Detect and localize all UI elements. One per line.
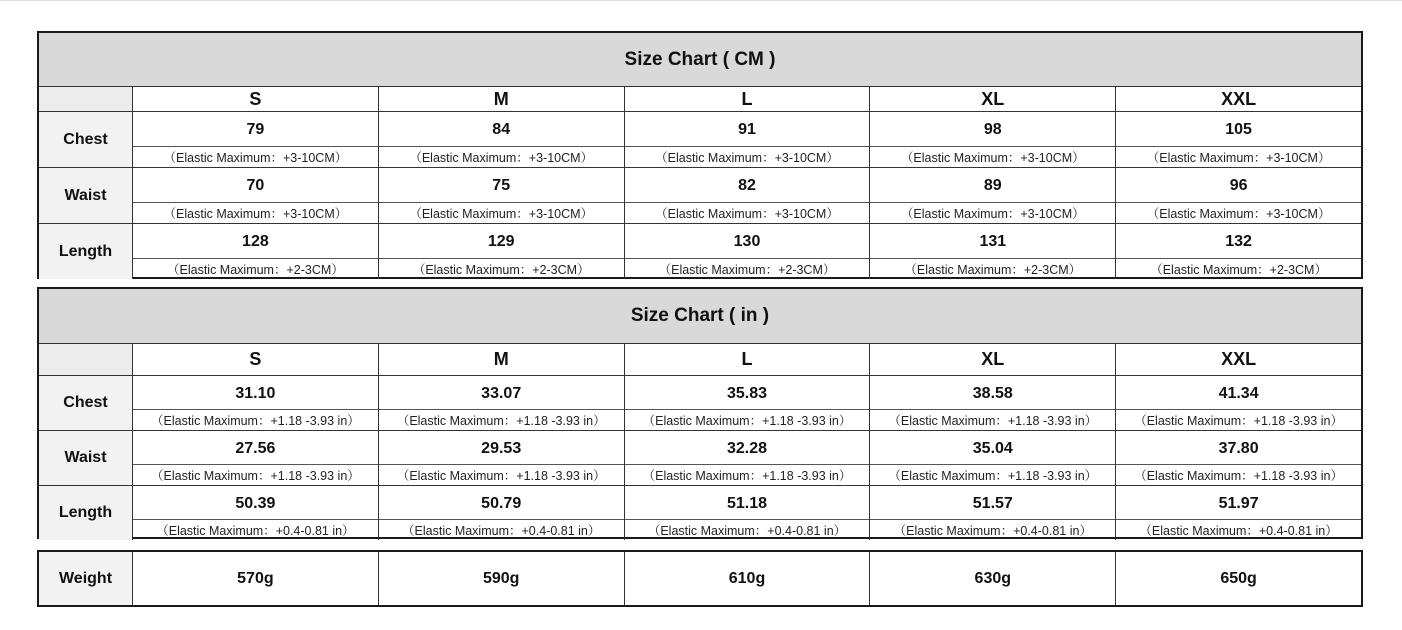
cell-note: （Elastic Maximum：+1.18 -3.93 in） xyxy=(379,409,624,430)
weight-cell: 610g xyxy=(624,552,870,605)
cell-note: （Elastic Maximum：+1.18 -3.93 in） xyxy=(870,464,1115,485)
table-cell xyxy=(1115,112,1361,167)
table-row xyxy=(39,376,1361,431)
size-header: S xyxy=(132,344,378,375)
table-cell xyxy=(869,431,1115,485)
cell-note: （Elastic Maximum：+3-10CM） xyxy=(870,146,1115,167)
table-row xyxy=(39,486,1361,540)
weight-row xyxy=(39,552,1361,605)
table-cell xyxy=(378,431,624,485)
cell-note: （Elastic Maximum：+1.18 -3.93 in） xyxy=(1116,409,1361,430)
size-header: XL xyxy=(869,344,1115,375)
cell-value: 51.97 xyxy=(1218,494,1259,512)
cell-note: （Elastic Maximum：+1.18 -3.93 in） xyxy=(1116,464,1361,485)
cell-value: 32.28 xyxy=(726,439,768,457)
size-header-row xyxy=(39,87,1361,112)
cell-note: （Elastic Maximum：+3-10CM） xyxy=(133,202,378,223)
table-cell xyxy=(624,431,870,485)
table-cell xyxy=(624,112,870,167)
size-header: XXL xyxy=(1115,87,1361,111)
header-corner xyxy=(39,87,132,111)
table-cell xyxy=(378,224,624,279)
cell-note: （Elastic Maximum：+0.4-0.81 in） xyxy=(133,519,378,540)
cell-value: 50.79 xyxy=(481,494,522,512)
cell-value: 84 xyxy=(492,121,511,138)
table-cell xyxy=(869,486,1115,540)
table-cell xyxy=(378,112,624,167)
cell-note: （Elastic Maximum：+0.4-0.81 in） xyxy=(870,519,1115,540)
cell-note: （Elastic Maximum：+1.18 -3.93 in） xyxy=(379,464,624,485)
cell-value: 29.53 xyxy=(481,439,522,457)
table-cell xyxy=(132,224,378,279)
cell-note: （Elastic Maximum：+3-10CM） xyxy=(133,146,378,167)
row-label: Waist xyxy=(39,168,132,223)
cell-value: 38.58 xyxy=(972,384,1013,402)
table-row xyxy=(39,431,1361,486)
table-cell xyxy=(624,376,870,430)
table-cell xyxy=(132,168,378,223)
cell-note: （Elastic Maximum：+2-3CM） xyxy=(1116,258,1361,279)
cell-value: 50.39 xyxy=(235,494,276,512)
cell-value: 33.07 xyxy=(481,384,522,402)
table-cell xyxy=(869,112,1115,167)
cell-value: 70 xyxy=(246,177,265,194)
header-corner xyxy=(39,344,132,375)
row-label: Length xyxy=(39,486,132,540)
cell-value: 131 xyxy=(979,233,1007,250)
cell-note: （Elastic Maximum：+3-10CM） xyxy=(1116,146,1361,167)
cell-value: 51.57 xyxy=(972,494,1013,512)
cell-note: （Elastic Maximum：+1.18 -3.93 in） xyxy=(625,464,870,485)
cell-note: （Elastic Maximum：+2-3CM） xyxy=(133,258,378,279)
cell-note: （Elastic Maximum：+3-10CM） xyxy=(625,146,870,167)
row-label: Chest xyxy=(39,376,132,430)
cell-note: （Elastic Maximum：+3-10CM） xyxy=(870,202,1115,223)
table-cell xyxy=(1115,431,1361,485)
size-header: XXL xyxy=(1115,344,1361,375)
cell-value: 35.04 xyxy=(972,439,1013,457)
cell-note: （Elastic Maximum：+1.18 -3.93 in） xyxy=(625,409,870,430)
table-cell xyxy=(624,168,870,223)
cell-value: 132 xyxy=(1225,233,1252,250)
cell-note: （Elastic Maximum：+3-10CM） xyxy=(1116,202,1361,223)
cell-value: 27.56 xyxy=(235,439,276,457)
cell-note: （Elastic Maximum：+2-3CM） xyxy=(870,258,1115,279)
row-label: Weight xyxy=(39,552,132,605)
size-header: M xyxy=(378,87,624,111)
cell-note: （Elastic Maximum：+3-10CM） xyxy=(379,146,624,167)
table-cell xyxy=(1115,376,1361,430)
cell-note: （Elastic Maximum：+1.18 -3.93 in） xyxy=(133,409,378,430)
weight-cell: 590g xyxy=(378,552,624,605)
table-cell xyxy=(132,376,378,430)
cell-value: 35.83 xyxy=(726,384,768,402)
table-cell xyxy=(869,224,1115,279)
row-label: Length xyxy=(39,224,132,279)
cell-value: 91 xyxy=(738,121,756,138)
row-label: Waist xyxy=(39,431,132,485)
size-header-row xyxy=(39,344,1361,376)
cell-note: （Elastic Maximum：+1.18 -3.93 in） xyxy=(133,464,378,485)
cell-value: 89 xyxy=(983,177,1002,194)
size-chart-inches xyxy=(37,287,1363,539)
size-header: XL xyxy=(869,87,1115,111)
table-row xyxy=(39,224,1361,279)
size-header: L xyxy=(624,87,870,111)
cell-value: 105 xyxy=(1225,121,1252,138)
cell-value: 98 xyxy=(983,121,1002,138)
table-cell xyxy=(624,224,870,279)
weight-cell: 650g xyxy=(1115,552,1361,605)
cell-note: （Elastic Maximum：+0.4-0.81 in） xyxy=(625,519,870,540)
weight-cell: 570g xyxy=(132,552,378,605)
cell-value: 75 xyxy=(492,177,511,194)
cell-value: 41.34 xyxy=(1218,384,1259,402)
cell-value: 79 xyxy=(246,121,265,138)
cell-note: （Elastic Maximum：+0.4-0.81 in） xyxy=(379,519,624,540)
cell-note: （Elastic Maximum：+2-3CM） xyxy=(625,258,870,279)
size-chart-cm xyxy=(37,31,1363,279)
size-header: L xyxy=(624,344,870,375)
cell-note: （Elastic Maximum：+1.18 -3.93 in） xyxy=(870,409,1115,430)
weight-table xyxy=(37,550,1363,607)
table-cell xyxy=(378,168,624,223)
cell-value: 128 xyxy=(242,233,269,250)
chart-title: Size Chart ( CM ) xyxy=(39,33,1361,87)
table-cell xyxy=(1115,224,1361,279)
cell-note: （Elastic Maximum：+3-10CM） xyxy=(379,202,624,223)
cell-value: 51.18 xyxy=(726,494,768,512)
cell-note: （Elastic Maximum：+0.4-0.81 in） xyxy=(1116,519,1361,540)
table-cell xyxy=(624,486,870,540)
table-cell xyxy=(1115,486,1361,540)
row-label: Chest xyxy=(39,112,132,167)
size-header: S xyxy=(132,87,378,111)
table-cell xyxy=(869,168,1115,223)
cell-value: 31.10 xyxy=(235,384,276,402)
table-cell xyxy=(378,486,624,540)
table-cell xyxy=(1115,168,1361,223)
cell-note: （Elastic Maximum：+3-10CM） xyxy=(625,202,870,223)
table-row xyxy=(39,168,1361,224)
chart-title: Size Chart ( in ) xyxy=(39,289,1361,344)
cell-value: 96 xyxy=(1229,177,1248,194)
table-cell xyxy=(132,431,378,485)
table-cell xyxy=(378,376,624,430)
table-cell xyxy=(869,376,1115,430)
cell-value: 82 xyxy=(738,177,756,194)
cell-note: （Elastic Maximum：+2-3CM） xyxy=(379,258,624,279)
size-header: M xyxy=(378,344,624,375)
table-cell xyxy=(132,486,378,540)
table-row xyxy=(39,112,1361,168)
cell-value: 129 xyxy=(487,233,515,250)
top-divider xyxy=(0,0,1402,1)
cell-value: 130 xyxy=(733,233,761,250)
table-cell xyxy=(132,112,378,167)
weight-cell: 630g xyxy=(869,552,1115,605)
cell-value: 37.80 xyxy=(1218,439,1259,457)
